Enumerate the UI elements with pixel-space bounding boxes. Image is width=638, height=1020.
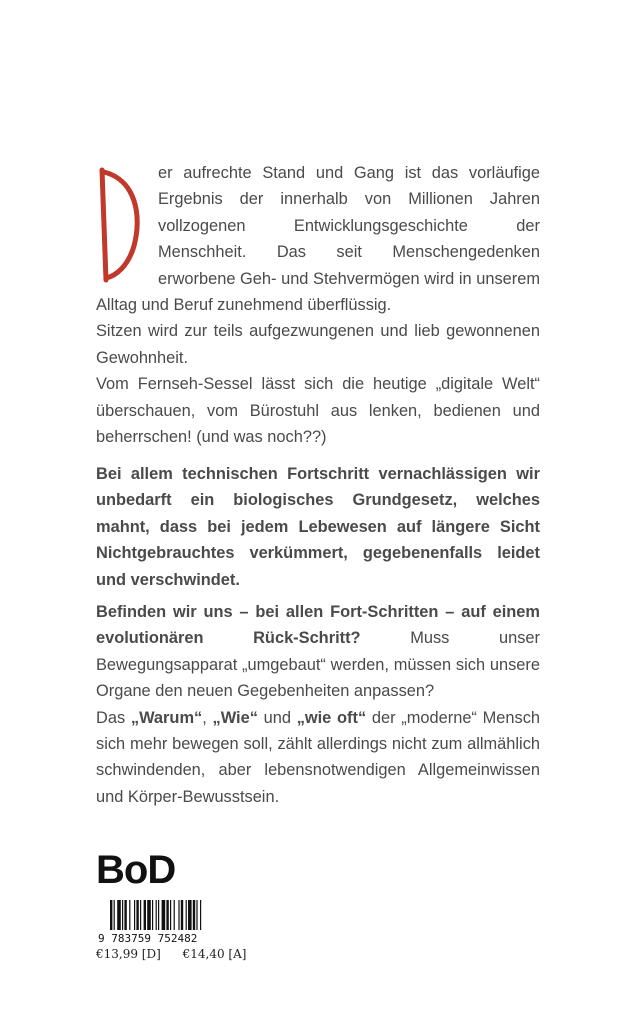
- barcode-bar: [110, 900, 112, 930]
- wie-term: „Wie“: [212, 708, 258, 727]
- barcode-bar: [178, 900, 179, 930]
- closing-paragraph-2: [96, 705, 540, 811]
- closing-rest: der „moderne“ Mensch sich mehr bewegen soll, zählt allerdings nicht zum allmählich schwindenden, aber lebensnotwendigen Allgemeinwissen und Körper-Bewusstsein.: [96, 708, 541, 806]
- barcode-bar: [124, 900, 126, 930]
- barcode-bar: [152, 900, 153, 930]
- barcode-bar: [188, 900, 192, 930]
- barcode-bar: [174, 900, 175, 930]
- barcode-bar: [166, 900, 168, 930]
- barcode-bar: [144, 900, 146, 930]
- barcode-bar: [186, 900, 187, 930]
- price-row: [96, 947, 264, 961]
- intro-paragraph-3: Vom Fernseh-Sessel lässt sich die heutige „digitale Welt“ überschauen, vom Bürostuhl aus lenken, bedienen und beherrschen! (und was noch??): [96, 375, 540, 447]
- intro-paragraph-1: [96, 160, 540, 318]
- wie-oft-term: „wie oft“: [296, 708, 367, 727]
- barcode-bar: [200, 900, 201, 930]
- barcode-bar: [134, 900, 135, 930]
- barcode-bar: [193, 900, 195, 930]
- price-at: €14,40 [A]: [182, 947, 247, 961]
- barcode-bar: [181, 900, 183, 930]
- closing-prefix: Das: [96, 708, 131, 727]
- barcode-bar: [158, 900, 159, 930]
- intro-paragraph-2: Sitzen wird zur teils aufgezwungenen und lieb gewonnenen Gewohnheit.: [96, 322, 540, 367]
- closing-question: Befinden wir uns – bei allen Fort-Schritten – auf einem evolutionären Rück-Schritt?: [96, 603, 540, 648]
- barcode-bar: [147, 900, 151, 930]
- bold-paragraph: [96, 461, 540, 593]
- closing-paragraph-1: [96, 599, 540, 705]
- barcode-bar: [140, 900, 141, 930]
- drop-cap-d: [96, 166, 144, 284]
- closing-sep-1: ,: [202, 708, 213, 727]
- closing-tail: Muss unser Bewegungsapparat „umgebaut“ werden, müssen sich unsere Organe den neuen Gegebenheiten anpassen?: [96, 629, 540, 701]
- closing-sep-2: und: [257, 708, 297, 727]
- closing-section: [96, 599, 540, 810]
- barcode-bar: [136, 900, 138, 930]
- barcode-bar: [162, 900, 166, 930]
- barcode-bar: [170, 900, 171, 930]
- bod-logo: BoD: [96, 848, 176, 892]
- barcode-bar: [129, 900, 130, 930]
- barcode-bar: [196, 900, 197, 930]
- price-de: €13,99 [D]: [96, 947, 161, 961]
- isbn-barcode: [96, 900, 236, 944]
- intro-section: [96, 160, 540, 450]
- isbn-digits: 9 783759 752482: [98, 932, 198, 944]
- intro-text: er aufrechte Stand und Gang ist das vorläufige Ergebnis der innerhalb von Millionen Jahren vollzogenen Entwicklungsgeschichte der Menschheit. Das seit Menschengedenken erworbene Geh- und Stehvermögen wird in unserem Alltag und Beruf zunehmend überflüssig.: [96, 164, 540, 315]
- barcode-bar: [117, 900, 121, 930]
- warum-term: „Warum“: [130, 708, 203, 727]
- barcode-bar: [114, 900, 115, 930]
- bold-paragraph-text: Bei allem technischen Fortschritt vernachlässigen wir unbedarft ein biologisches Grundgesetz, welches mahnt, dass bei jedem Lebewesen auf längere Sicht Nichtgebrauchtes verkümmert, gegebenenfalls leidet und verschwindet.: [96, 465, 540, 589]
- barcode-bars: [110, 900, 201, 930]
- barcode-bar: [122, 900, 123, 930]
- barcode-bar: [156, 900, 157, 930]
